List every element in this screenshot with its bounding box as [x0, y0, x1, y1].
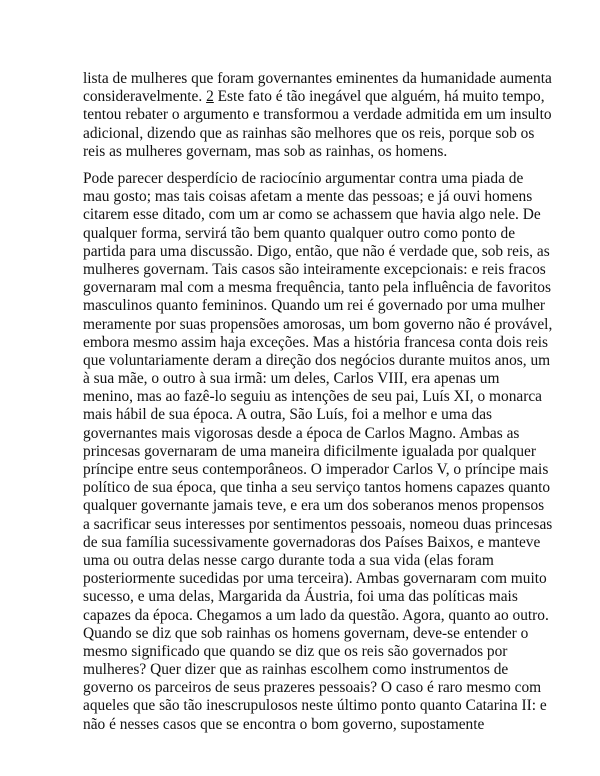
paragraph-2-line: capazes da época. Chegamos a um lado da questão. Agora, quanto ao outro.	[83, 606, 549, 624]
paragraph-1-line-2-end: Este fato é tão inegável que alguém, há muito tempo,	[217, 88, 545, 106]
paragraph-2-line: de sua família sucessivamente governadoras dos Países Baixos, e manteve	[83, 533, 541, 551]
paragraph-2-line: masculinos quanto femininos. Quando um rei é governado por uma mulher	[83, 297, 546, 315]
paragraph-2-line: qualquer forma, servirá tão bem quanto qualquer outro como ponto de	[83, 224, 516, 242]
paragraph-2-line: governo os parceiros de seus prazeres pessoais? O caso é raro mesmo com	[83, 679, 542, 697]
paragraph-2-line: à sua mãe, o outro à sua irmã: um deles, Carlos VIII, era apenas um	[83, 370, 500, 388]
paragraph-2-line: menino, mas ao fazê-lo seguiu as intenções de seu pai, Luís XI, o monarca	[83, 388, 543, 406]
paragraph-2-line: príncipe entre seus contemporâneos. O imperador Carlos V, o príncipe mais	[83, 461, 549, 478]
paragraph-2-line: não é nesses casos que se encontra o bom governo, supostamente	[83, 715, 485, 733]
paragraph-1-line-2	[83, 88, 545, 106]
paragraph-1-line-5: reis as mulheres governam, mas sob as rainhas, os homens.	[83, 142, 448, 160]
footnote-2-link[interactable]: 2	[206, 88, 214, 106]
paragraph-2-line: mau gosto; mas tais coisas afetam a mente das pessoas; e já ouvi homens	[83, 188, 533, 206]
paragraph-2-line: posteriormente sucedidas por uma terceira). Ambas governaram com muito	[83, 570, 547, 588]
paragraph-2-line: sucesso, e uma delas, Margarida da Áustria, foi uma das políticas mais	[83, 588, 518, 606]
paragraph-2-line: mais hábil de sua época. A outra, São Luís, foi a melhor e uma das	[83, 406, 493, 424]
paragraph-2-line: governantes mais vigorosas desde a época de Carlos Magno. Ambas as	[83, 424, 520, 442]
paragraph-2-line: mulheres? Quer dizer que as rainhas escolhem como instrumentos de	[83, 661, 509, 679]
paragraph-2-line: aqueles que são tão inescrupulosos neste último ponto quanto Catarina II: e	[83, 697, 547, 715]
paragraph-2-line: que voluntariamente deram a direção dos negócios durante muitos anos, um	[83, 351, 551, 369]
paragraph-2-line: Pode parecer desperdício de raciocínio argumentar contra uma piada de	[83, 170, 524, 187]
paragraph-1-line-3: tentou rebater o argumento e transformou a verdade admitida em um insulto	[83, 106, 552, 124]
paragraph-1-line-2-start: consideravelmente.	[83, 88, 203, 106]
paragraph-2-line: partida para uma discussão. Digo, então, que não é verdade que, sob reis, as	[83, 242, 550, 260]
paragraph-1-line-4: adicional, dizendo que as rainhas são melhores que os reis, porque sob os	[83, 124, 535, 142]
paragraph-2-line: citarem esse ditado, com um ar como se achassem que havia algo nele. De	[83, 206, 541, 224]
paragraph-2-line: governaram mal com a mesma frequência, tanto pela influência de favoritos	[83, 279, 551, 297]
paragraph-2-line: Quando se diz que sob rainhas os homens governam, deve-se entender o	[83, 624, 529, 642]
paragraph-2-line: mulheres governam. Tais casos são inteiramente excepcionais: e reis fracos	[83, 260, 546, 278]
paragraph-2-line: político de sua época, que tinha a seu serviço tantos homens capazes quanto	[83, 479, 551, 497]
paragraph-2-line: meramente por suas propensões amorosas, um bom governo não é provável,	[83, 315, 553, 333]
paragraph-2-line: mesmo significado que quando se diz que os reis são governados por	[83, 642, 508, 660]
paragraph-2-line: uma ou outra delas nesse cargo durante toda a sua vida (elas foram	[83, 551, 494, 569]
paragraph-2	[83, 170, 553, 734]
paragraph-2-line: qualquer governante jamais teve, e era um dos soberanos menos propensos	[83, 497, 545, 515]
paragraph-2-line: embora mesmo assim haja exceções. Mas a história francesa conta dois reis	[83, 333, 548, 351]
paragraph-1	[83, 70, 552, 161]
paragraph-2-line: princesas governaram de uma maneira dificilmente igualada por qualquer	[83, 442, 536, 460]
paragraph-1-line-1: lista de mulheres que foram governantes eminentes da humanidade aumenta	[83, 70, 552, 87]
paragraph-2-line: a sacrificar seus interesses por sentimentos pessoais, nomeou duas princesas	[83, 515, 553, 533]
